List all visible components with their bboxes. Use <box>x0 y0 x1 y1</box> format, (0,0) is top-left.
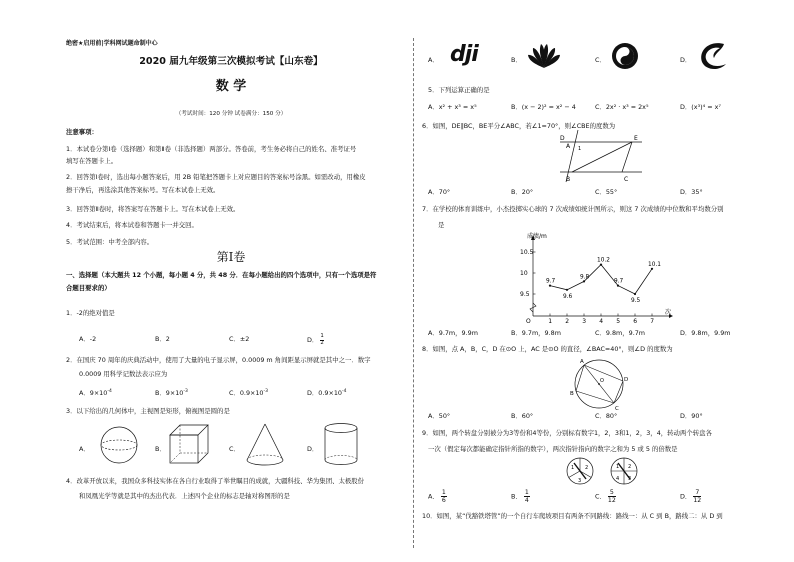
q8-option-d: D．90° <box>680 412 703 420</box>
spinner1-num: 3 <box>578 478 582 484</box>
q4-stem: 和凤凰光学等就是其中的杰出代表．上述四个企业的标志是轴对称图形的是 <box>79 492 290 500</box>
q8-label-a: A <box>580 359 584 365</box>
exam-info: （考试时间：120 分钟 试卷满分：150 分） <box>175 111 287 117</box>
q7-data-label: 10.2 <box>597 257 610 264</box>
q7-data-label: 9.7 <box>614 278 624 285</box>
q6-option-d: D．35° <box>680 188 703 196</box>
q6-option-a: A．70° <box>428 188 451 196</box>
q8-label-d: D <box>624 377 629 383</box>
q7-marks <box>546 258 661 304</box>
q6-parallel-lines-figure <box>556 130 646 186</box>
spinner1-num: 1 <box>571 465 575 471</box>
q9-d-den: 12 <box>693 497 702 504</box>
q9-d-prefix: D． <box>680 492 692 501</box>
q5-option-c: C．2x² · x³ = 2x⁵ <box>595 103 649 111</box>
q7-data-label: 9.5 <box>631 298 641 304</box>
q7-data-label: 9.7 <box>546 278 556 285</box>
q6-label-e: E <box>634 135 638 142</box>
note-line: 4．考试结束后，将本试卷和答题卡一并交回。 <box>66 221 198 229</box>
q1-option-b: B．2 <box>155 335 170 343</box>
q7-option-b: B．9.7m，9.8m <box>511 329 561 337</box>
q4-option-a: A． <box>428 56 439 64</box>
q9-a-num: 1 <box>441 489 446 496</box>
q5-stem: 5．下列运算正确的是 <box>428 86 490 94</box>
q3-stem: 3．以下给出的几何体中，主视图是矩形，俯视图是圆的是 <box>66 407 230 415</box>
note-line: 擦干净后，再选涂其他答案标号。写在本试卷上无效。 <box>66 186 220 194</box>
q2-a-exp: -4 <box>107 388 112 394</box>
dji-logo-icon: dji <box>450 42 478 67</box>
q9-option-a <box>428 489 447 504</box>
q9-b-prefix: B． <box>511 492 522 501</box>
q7-option-a: A．9.7m，9.9m <box>428 329 478 337</box>
q7-data-label: 9.6 <box>563 293 573 300</box>
q9-spinners-figure <box>566 455 642 487</box>
q7-y-tick-label: 10.5 <box>520 249 534 256</box>
q4-option-c: C． <box>595 56 606 64</box>
q7-data-point <box>634 293 636 295</box>
q6-stem: 6．如图，DE∥BC，BE平分∠ABC，若∠1=70°，则∠CBE的度数为 <box>422 122 616 130</box>
notes-heading: 注意事项： <box>66 128 98 136</box>
cylinder-figure <box>323 422 359 468</box>
exam-title: 2020 届九年级第三次模拟考试【山东卷】 <box>139 56 323 67</box>
q7-y-tick-label: 9.5 <box>520 291 530 298</box>
q7-data-point <box>600 264 602 266</box>
q7-x-tick-label: 5 <box>616 318 621 325</box>
q7-stem: 7．在学校的体育训练中，小杰投掷实心球的 7 次成绩如统计图所示，则这 7 次成绩的中位数和平均数分别 <box>422 205 724 213</box>
q7-x-label: 次 <box>665 309 672 316</box>
q8-stem: 8．如图，点 A，B，C，D 在⊙O 上，AC 是⊙O 的直径，∠BAC=40°，则∠D 的度数为 <box>422 345 673 353</box>
q2-c-exp: -3 <box>263 388 269 394</box>
q9-b-num: 1 <box>524 489 529 496</box>
section-title: 第Ⅰ卷 <box>216 250 246 264</box>
q7-origin-label: O <box>526 318 531 325</box>
q7-series-line <box>550 265 652 294</box>
q2-c-base: C．0.9×10 <box>229 389 264 397</box>
q9-a-prefix: A． <box>428 492 439 501</box>
q1-d-numerator: 1 <box>320 333 324 339</box>
q4-stem: 4．改革开放以来，我国众多科技实体在各自行业取得了举世瞩目的成就，大疆科技、华为集团、太极股份 <box>66 477 365 485</box>
q7-data-point <box>617 285 619 287</box>
q2-option-a <box>79 388 112 397</box>
q2-stem: 0.0009 用科学记数法表示应为 <box>79 370 168 378</box>
cone-figure <box>244 422 286 468</box>
q7-stem: 是 <box>438 221 445 229</box>
q9-option-b <box>511 489 530 504</box>
q8-option-b: B．60° <box>511 412 534 420</box>
q7-data-point <box>549 285 551 287</box>
q3-option-a: A． <box>79 445 90 453</box>
q7-data-label: 10.1 <box>648 261 661 268</box>
cube-figure <box>168 423 210 467</box>
q10-stem: 10．如图，某“伐豁铁塔管”的一个自行车爬坡项目有两条不同路线：路线一：从 C 到 B，路线二：从 D 到 <box>422 512 723 520</box>
q5-option-d: D．(x³)⁴ = x⁷ <box>680 103 721 111</box>
q7-x-tick-label: 2 <box>565 318 570 325</box>
q8-label-o: O <box>600 378 604 384</box>
q7-option-c: C．9.8m，9.7m <box>595 329 646 337</box>
q1-stem: 1．-2的绝对值是 <box>66 309 115 317</box>
note-line: 5．考试范围：中考全部内容。 <box>66 238 154 246</box>
q7-x-tick-label: 3 <box>582 318 587 325</box>
q7-x-tick-label: 7 <box>650 318 655 325</box>
section-instructions: 合题目要求的） <box>66 284 111 292</box>
q8-label-b: B <box>570 391 574 397</box>
note-line: 3．回答第Ⅱ卷时，将答案写在答题卡上。写在本试卷上无效。 <box>66 205 240 213</box>
q9-stem: 一次（假定每次都能确定指针所指的数字），两次指针指向的数字之和为 5 或 5 的倍数是 <box>428 445 678 453</box>
q3-option-d: D． <box>307 445 319 453</box>
note-line: 填写在答题卡上。 <box>66 157 118 165</box>
q9-c-den: 12 <box>607 497 616 504</box>
q7-line-chart <box>513 232 673 324</box>
q8-option-c: C．80° <box>595 412 618 420</box>
q8-circle-figure <box>570 355 628 413</box>
spinner2-num: 3 <box>628 476 632 482</box>
q2-b-base: B．9×10 <box>155 389 184 397</box>
q7-data-point <box>583 280 585 282</box>
q3-option-c: C． <box>229 445 240 453</box>
q7-y-label: 成绩/m <box>527 233 547 240</box>
section-instructions: 一、选择题（本大题共 12 个小题，每小题 4 分，共 48 分．在每小题给出的四个选项中，只有一个选项是符 <box>66 271 377 279</box>
q9-c-prefix: C． <box>595 492 606 501</box>
spinner2-num: 1 <box>616 464 620 470</box>
q9-a-den: 6 <box>441 497 446 504</box>
q2-option-d <box>307 388 346 397</box>
q1-option-c: C．±2 <box>229 335 250 343</box>
q6-label-b: B <box>566 176 571 183</box>
q7-x-tick-label: 1 <box>548 318 553 325</box>
q2-stem: 2．在国庆 70 周年的庆典活动中，使用了大量的电子显示屏，0.0009 m 角间距显示屏就是其中之一．数字 <box>66 356 371 364</box>
q5-option-a: A．x² + x³ = x⁵ <box>428 103 477 111</box>
q7-option-d: D．9.8m，9.9m <box>680 329 731 337</box>
q6-option-c: C．55° <box>595 188 618 196</box>
q7-x-tick-label: 4 <box>599 318 604 325</box>
q9-b-den: 4 <box>524 497 529 504</box>
q6-option-b: B．20° <box>511 188 534 196</box>
q9-stem: 9．如图，两个转盘分别被分为3等份和4等份，分别标有数字1，2，3和1，2，3，4，转动两个转盘各 <box>422 429 712 437</box>
column-divider <box>413 38 414 548</box>
q2-d-base: D．0.9×10 <box>307 389 342 397</box>
spinner2-num: 2 <box>628 464 632 470</box>
q1-d-denominator: 2 <box>320 339 324 346</box>
note-line: 1．本试卷分第Ⅰ卷（选择题）和第Ⅱ卷（非选择题）两部分。答卷前，考生务必将自己的姓名、准考证号 <box>66 145 357 153</box>
q8-option-a: A．50° <box>428 412 451 420</box>
spinner1-num: 2 <box>585 465 589 471</box>
note-line: 2．回答第Ⅰ卷时，选出每小题答案后，用 2B 铅笔把答题卡上对应题目的答案标号涂黑。如需改动，用橡皮 <box>66 173 366 181</box>
subject-title: 数 学 <box>215 79 247 94</box>
q7-data-label: 9.8 <box>580 274 590 281</box>
q7-y-tick-label: 10 <box>520 270 528 277</box>
q6-label-c: C <box>624 176 629 183</box>
q1-option-d <box>307 334 324 346</box>
q5-option-b: B．(x − 2)² = x² − 4 <box>511 103 576 111</box>
phoenix-logo-icon <box>696 40 730 72</box>
huawei-logo-icon <box>528 42 560 70</box>
q7-x-tick-label: 6 <box>633 318 638 325</box>
q2-b-exp: -3 <box>183 388 188 394</box>
q2-option-b <box>155 388 188 397</box>
q2-option-c <box>229 388 268 397</box>
secret-tag: 绝密★启用前|学科网试题命制中心 <box>66 40 158 47</box>
q9-option-c <box>595 489 616 504</box>
taiji-logo-icon <box>611 42 639 70</box>
q9-c-num: 5 <box>609 489 614 496</box>
q9-d-num: 7 <box>695 489 700 496</box>
q2-a-base: A．9×10 <box>79 389 108 397</box>
q1-option-a: A．-2 <box>79 335 97 343</box>
q4-option-d: D． <box>680 56 692 64</box>
q6-label-d: D <box>560 135 565 142</box>
q6-label-angle1: 1 <box>578 146 582 152</box>
q7-data-point <box>566 289 568 291</box>
q4-option-b: B． <box>511 56 522 64</box>
q3-option-b: B． <box>155 445 166 453</box>
q6-label-a: A <box>566 143 571 150</box>
q7-data-point <box>651 268 653 270</box>
q8-label-c: C <box>615 406 619 412</box>
q9-option-d <box>680 489 701 504</box>
spinner2-num: 4 <box>616 476 620 482</box>
q2-d-exp: -4 <box>341 388 347 394</box>
q1-option-d-prefix: D． <box>307 336 319 345</box>
sphere-figure <box>99 425 139 465</box>
q7-ticks <box>520 249 654 325</box>
